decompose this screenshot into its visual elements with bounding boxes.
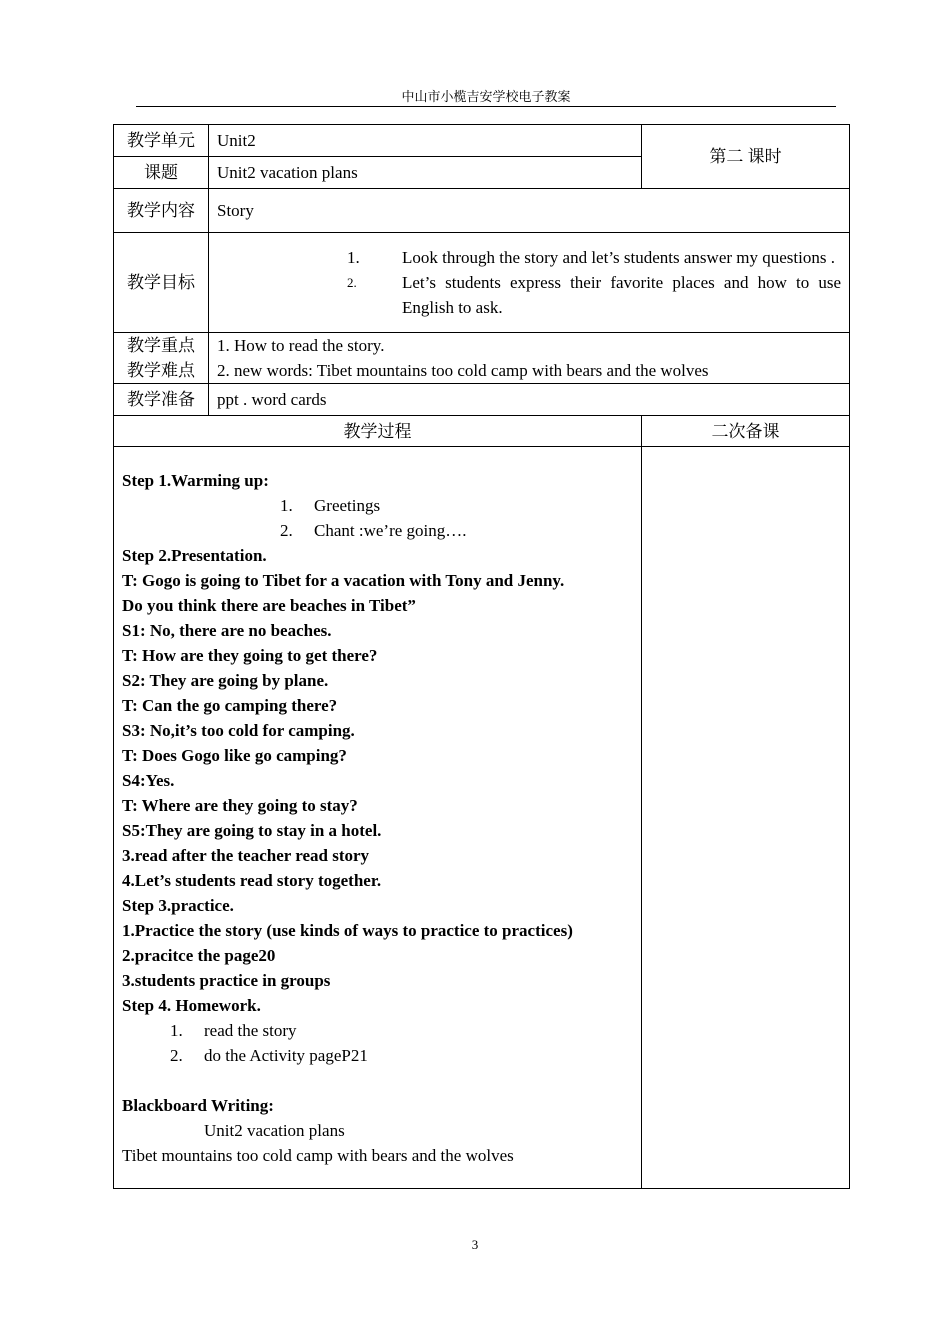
goal-item <box>217 245 841 270</box>
difficulty-value: 2. new words: Tibet mountains too cold camp with bears and the wolves <box>217 361 709 380</box>
goal-number: 2. <box>347 275 357 290</box>
dialogue-line: T: Where are they going to stay? <box>122 795 358 815</box>
dialogue-line: S5:They are going to stay in a hotel. <box>122 820 382 840</box>
unit-value: Unit2 <box>209 125 642 157</box>
dialogue-line: 3.read after the teacher read story <box>122 845 370 865</box>
dialogue-line: T: How are they going to get there? <box>122 645 378 665</box>
list-text: read the story <box>204 1020 297 1040</box>
content-label: 教学内容 <box>114 189 209 233</box>
goal-text: Look through the story and let’s students answer my questions . <box>402 248 835 267</box>
focus-difficulty-values <box>209 333 850 384</box>
list-item <box>122 518 633 543</box>
process-cell <box>114 447 642 1189</box>
content-value: Story <box>209 189 850 233</box>
blackboard-title: Unit2 vacation plans <box>204 1120 345 1140</box>
goal-number: 1. <box>347 248 360 267</box>
focus-difficulty-labels <box>114 333 209 384</box>
list-text: Chant :we’re going…. <box>314 520 467 540</box>
spacer <box>122 1068 633 1093</box>
page-header: 中山市小榄吉安学校电子教案 <box>401 89 571 104</box>
goals-cell <box>209 233 850 333</box>
list-number: 1. <box>280 495 293 515</box>
step2-heading: Step 2.Presentation. <box>122 545 267 565</box>
prep-label: 教学准备 <box>114 384 209 416</box>
dialogue-line: S3: No,it’s too cold for camping. <box>122 720 355 740</box>
topic-label: 课题 <box>114 157 209 189</box>
dialogue-line: T: Gogo is going to Tibet for a vacation with Tony and Jenny. <box>122 570 565 590</box>
prep-value: ppt . word cards <box>209 384 850 416</box>
period-cell: 第二 课时 <box>642 125 850 189</box>
process-heading: 教学过程 <box>114 416 642 447</box>
dialogue-line: S2: They are going by plane. <box>122 670 329 690</box>
focus-label: 教学重点 <box>127 336 195 355</box>
goal-item <box>217 270 841 320</box>
header-divider <box>136 106 836 107</box>
focus-value: 1. How to read the story. <box>217 336 385 355</box>
list-item <box>122 1043 633 1068</box>
list-number: 1. <box>170 1020 183 1040</box>
dialogue-line: Do you think there are beaches in Tibet” <box>122 595 416 615</box>
second-prep-cell <box>642 447 850 1189</box>
second-prep-heading: 二次备课 <box>642 416 850 447</box>
practice-line: 3.students practice in groups <box>122 970 331 990</box>
goal-text: Let’s students express their favorite places and how to use English to ask. <box>402 273 841 317</box>
dialogue-line: T: Does Gogo like go camping? <box>122 745 347 765</box>
blackboard-heading: Blackboard Writing: <box>122 1095 274 1115</box>
practice-line: 1.Practice the story (use kinds of ways to practice to practices) <box>122 920 573 940</box>
dialogue-line: T: Can the go camping there? <box>122 695 338 715</box>
dialogue-line: S4:Yes. <box>122 770 175 790</box>
list-text: Greetings <box>314 495 381 515</box>
unit-label: 教学单元 <box>114 125 209 157</box>
list-item <box>122 493 633 518</box>
blackboard-words: Tibet mountains too cold camp with bears and the wolves <box>122 1145 514 1165</box>
step3-heading: Step 3.practice. <box>122 895 234 915</box>
dialogue-line: S1: No, there are no beaches. <box>122 620 332 640</box>
lesson-plan-table <box>113 124 850 1189</box>
list-text: do the Activity pageP21 <box>204 1045 368 1065</box>
practice-line: 2.pracitce the page20 <box>122 945 276 965</box>
page-number: 3 <box>471 1237 479 1252</box>
dialogue-line: 4.Let’s students read story together. <box>122 870 382 890</box>
step4-heading: Step 4. Homework. <box>122 995 261 1015</box>
topic-value: Unit2 vacation plans <box>209 157 642 189</box>
goals-label: 教学目标 <box>114 233 209 333</box>
list-item <box>122 1018 633 1043</box>
list-number: 2. <box>170 1045 183 1065</box>
difficulty-label: 教学难点 <box>127 361 195 380</box>
list-number: 2. <box>280 520 293 540</box>
step1-heading: Step 1.Warming up: <box>122 470 269 490</box>
